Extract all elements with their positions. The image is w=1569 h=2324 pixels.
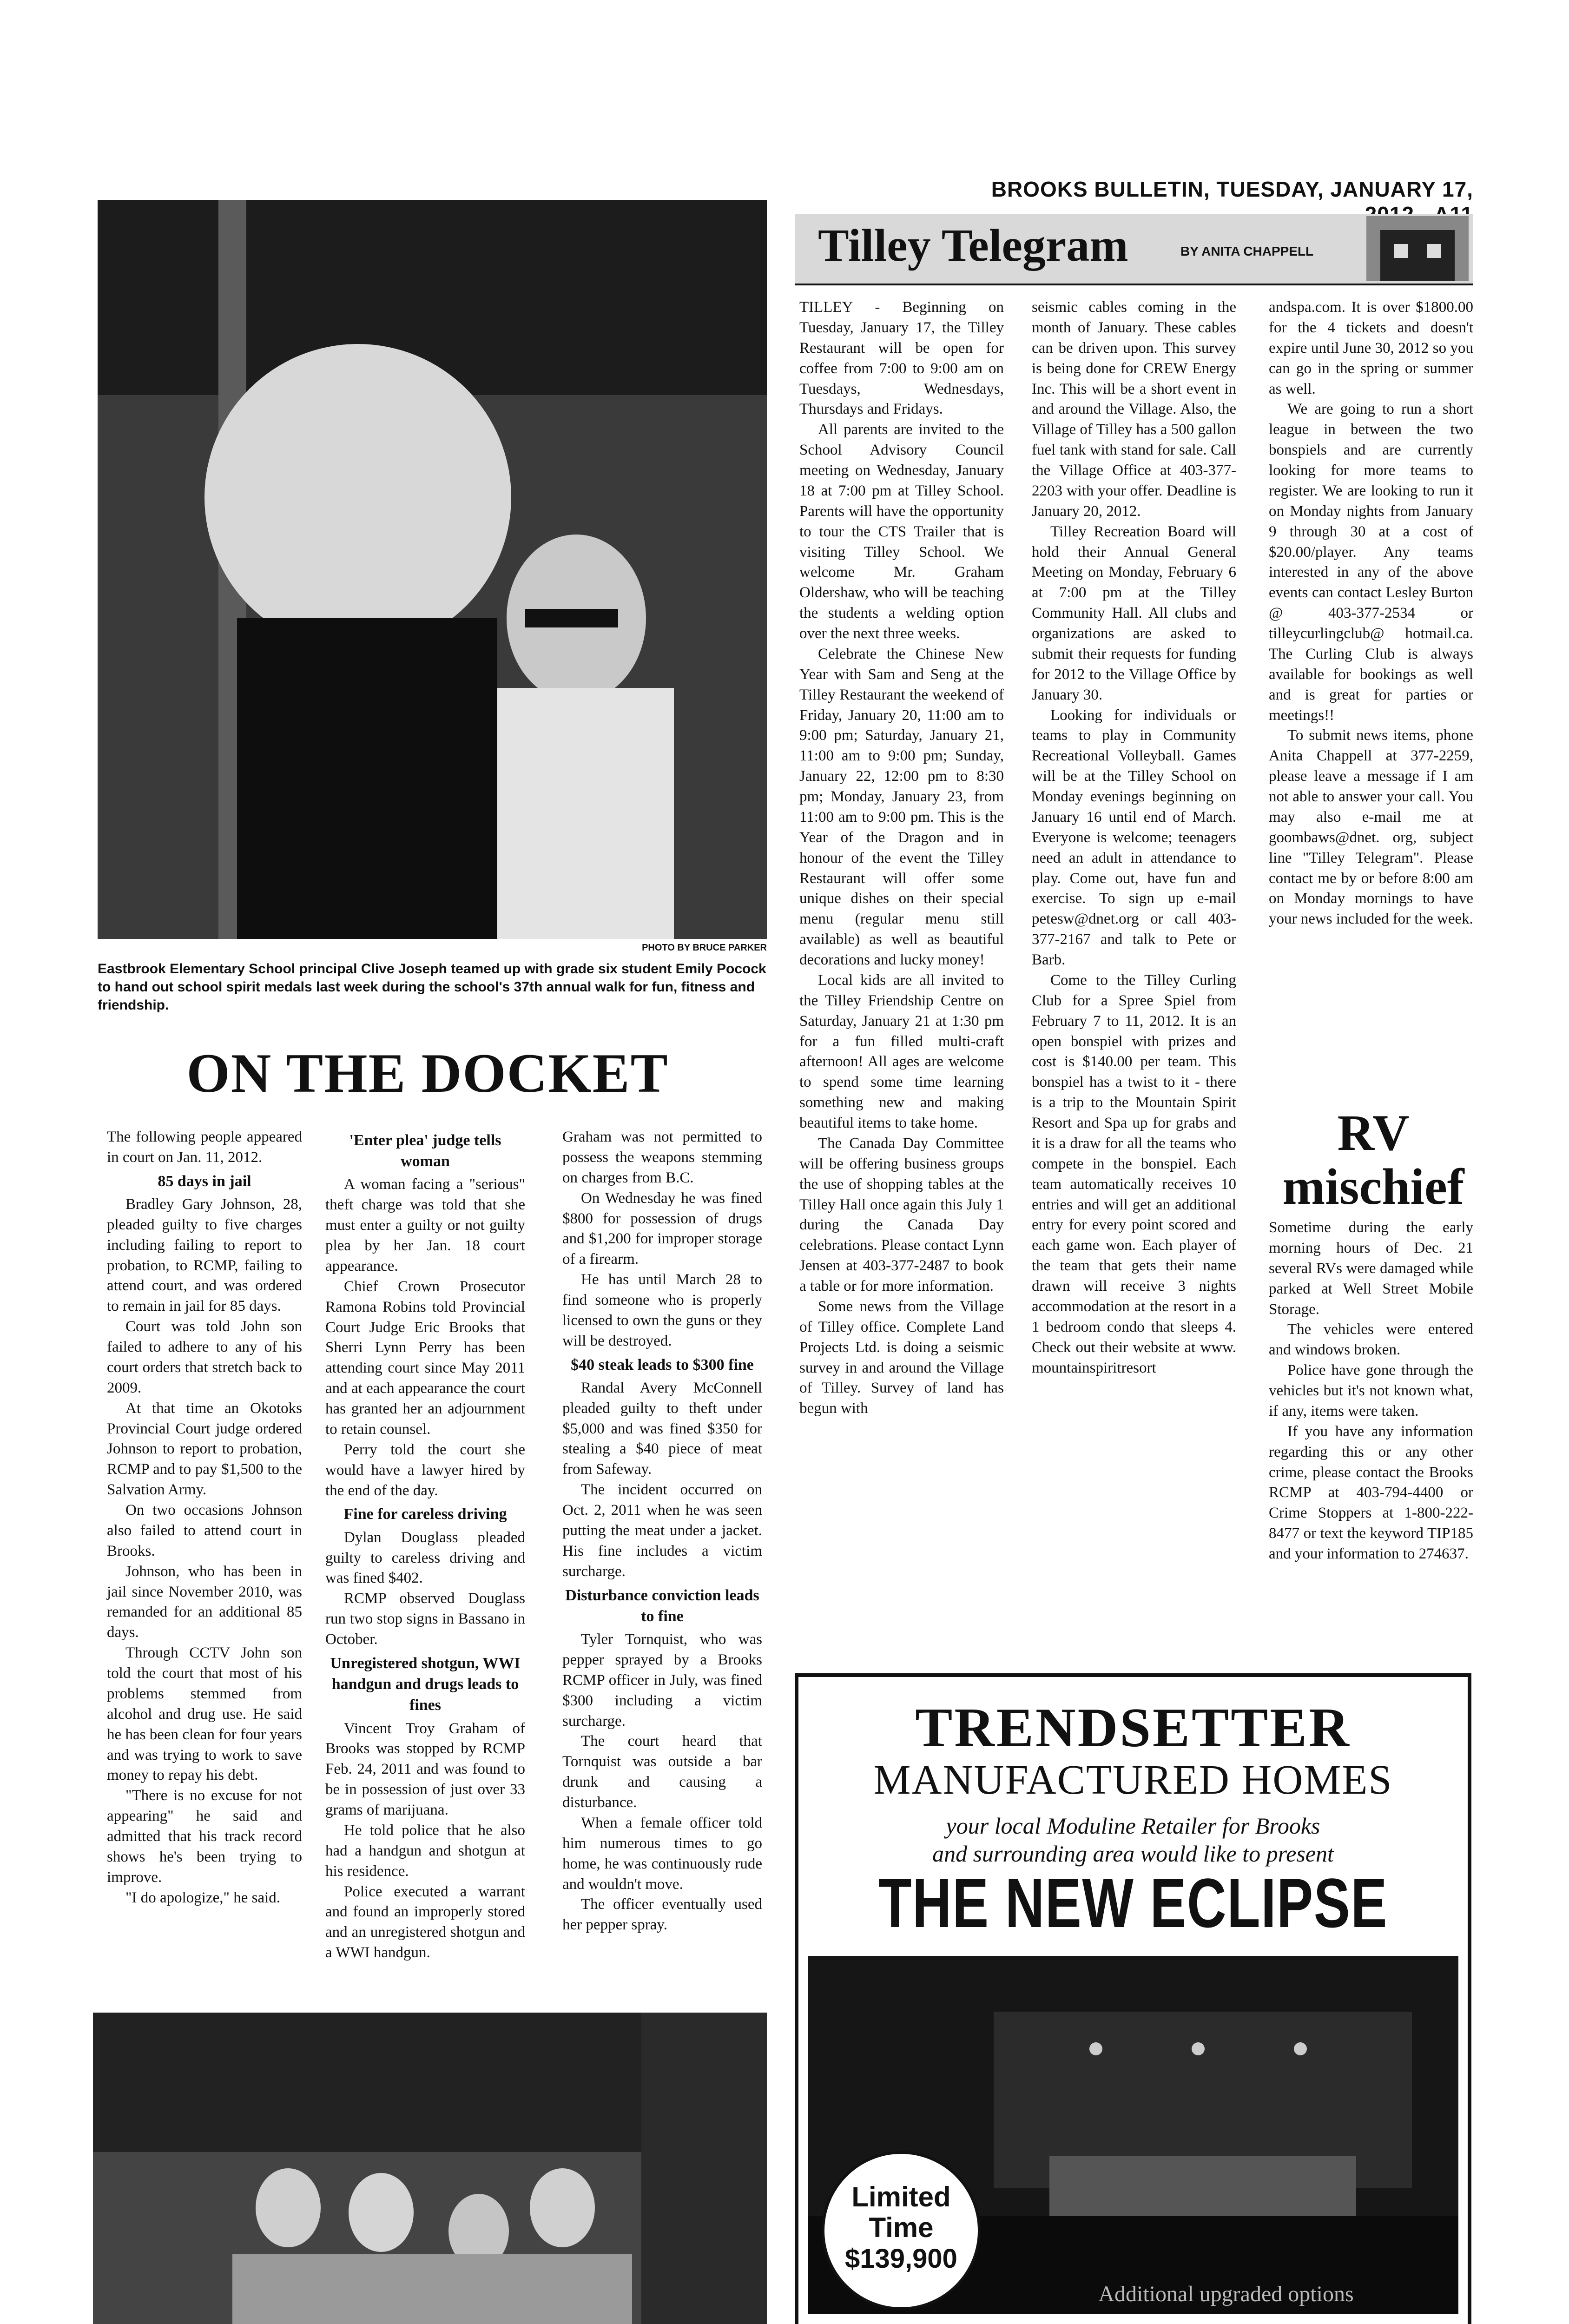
paragraph: At that time an Okotoks Provincial Court judge ordered Johnson to report to probation, RCMP and to pay $1,500 to the Salvation Army. bbox=[107, 1400, 302, 1499]
paragraph: Bradley Gary Johnson, 28, pleaded guilty to five charges including failing to report to probation, to RCMP, failing to attend court, and was ordered to remain in jail for 85 days. bbox=[107, 1195, 302, 1315]
paragraph: Johnson, who has been in jail since November 2010, was remanded for an additional 85 days. bbox=[107, 1563, 302, 1641]
paragraph: The vehicles were entered and windows broken. bbox=[1269, 1321, 1473, 1359]
paragraph: Come to the Tilley Curling Club for a Spree Spiel from February 7 to 11, 2012. It is an open bonspiel with prizes and cost is $140.00 per team. This bonspiel has a twist to it - there is a trip to the Mountain Spirit Resort and Spa up for grabs and it is a draw for all the teams who compete in the bonspiel. Each team automatically receives 10 entries and will get an additional entry for every point scored and each game won. Each player of the team that gets their name drawn will receive 3 nights accommodation at the resort in a 1 bedroom condo that sleeps 4. Check out their website at www. mountainspiritresort bbox=[1032, 971, 1236, 1376]
subheading: 'Enter plea' judge tells woman bbox=[349, 1132, 501, 1170]
paragraph: Sometime during the early morning hours of Dec. 21 several RVs were damaged while parked at Well Street Mobile Storage. bbox=[1269, 1219, 1473, 1318]
paragraph: Tilley Recreation Board will hold their Annual General Meeting on Monday, February 6 at 7:00 pm at the Tilley Community Hall. All clubs and organizations are asked to submit their requests for funding for 2012 to the Village Office by January 30. bbox=[1032, 523, 1236, 703]
paragraph: We are going to run a short league in between the two bonspiels and are currently looking for more teams to register. We are looking to run it on Monday nights from January 9 through 30 at a cost of $20.00/player. Any teams interested in any of the above events can contact Lesley Burton @ 403-377-2534 or tilleycurlingclub@ hotmail.ca. The Curling Club is always available for bookings as well and is great for parties or meetings!! bbox=[1269, 401, 1473, 724]
subheading: Fine for careless driving bbox=[343, 1505, 507, 1523]
paragraph: RCMP observed Douglass run two stop signs in Bassano in October. bbox=[325, 1590, 525, 1648]
paragraph: Police executed a warrant and found an improperly stored and an unregistered shotgun and a WWI handgun. bbox=[325, 1883, 525, 1961]
paragraph: Local kids are all invited to the Tilley Friendship Centre on Saturday, January 21 at 1:30 pm for a fun filled multi-craft afternoon! All ages are welcome to spend some time learning something new and making beautiful items to take home. bbox=[799, 971, 1004, 1131]
subheading: Disturbance conviction leads to fine bbox=[565, 1586, 759, 1625]
badge-label bbox=[824, 2182, 978, 2243]
paragraph: The incident occurred on Oct. 2, 2011 when he was seen putting the meat under a jacket. His fine includes a victim surcharge. bbox=[562, 1481, 762, 1580]
paragraph: Perry told the court she would have a lawyer hired by the end of the day. bbox=[325, 1441, 525, 1499]
paragraph: Randal Avery McConnell pleaded guilty to theft under $5,000 and was fined $350 for stealing a $40 piece of meat from Safeway. bbox=[562, 1379, 762, 1478]
ad-brand: TRENDSETTER bbox=[915, 1697, 1351, 1758]
ad-tagline-line: your local Moduline Retailer for Brooks bbox=[946, 1813, 1320, 1839]
paragraph: When a female officer told him numerous times to go home, he was continuously rude and wouldn't move. bbox=[562, 1814, 762, 1893]
subheading: 85 days in jail bbox=[158, 1172, 251, 1190]
rv-column bbox=[1269, 1218, 1473, 1565]
paragraph: The Canada Day Committee will be offering business groups the use of shopping tables at the Tilley Hall once again this July 1 during the Canada Day celebrations. Please contact Lynn Jensen at 403-377-2487 to book a table or for more information. bbox=[799, 1135, 1004, 1294]
ad-subbrand: MANUFACTURED HOMES bbox=[873, 1757, 1393, 1803]
badge-line: Time bbox=[869, 2212, 934, 2243]
paragraph: On two occasions Johnson also failed to attend court in Brooks. bbox=[107, 1502, 302, 1559]
ad-tagline-line: and surrounding area would like to present bbox=[932, 1841, 1334, 1867]
paragraph: The officer eventually used her pepper spray. bbox=[562, 1896, 762, 1934]
subheading: $40 steak leads to $300 fine bbox=[571, 1356, 754, 1373]
paragraph: He has until March 28 to find someone who is properly licensed to own the guns or they will be destroyed. bbox=[562, 1271, 762, 1349]
ad-tagline bbox=[798, 1812, 1468, 1868]
ad-options: Additional upgraded options bbox=[1098, 2282, 1354, 2306]
docket-column-2 bbox=[325, 1127, 525, 1963]
photo-caption: Eastbrook Elementary School principal Clive Joseph teamed up with grade six student Emily Pocock to hand out school spirit medals last week during the school's 37th annual walk for fun, fitness and friendship. bbox=[98, 961, 766, 1013]
subheading: Unregistered shotgun, WWI handgun and drugs leads to fines bbox=[330, 1654, 521, 1714]
badge-line: Limited bbox=[851, 2181, 951, 2212]
paragraph: Celebrate the Chinese New Year with Sam and Seng at the Tilley Restaurant the weekend of Friday, January 20, 11:00 am to 9:00 pm; Saturday, January 21, 11:00 am to 9:00 pm; Sunday, January 22, 12:00 pm to 8:30 pm; Monday, January 23, from 11:00 am to 9:00 pm. This is the Year of the Dragon and in honour of the event the Tilley Restaurant will offer some unique dishes on their special menu (regular menu still available) as well as beautiful decorations and lucky money! bbox=[799, 645, 1004, 968]
paragraph: On Wednesday he was fined $800 for possession of drugs and $1,200 for improper storage of a firearm. bbox=[562, 1189, 762, 1268]
paragraph: Vincent Troy Graham of Brooks was stopped by RCMP Feb. 24, 2011 and was found to be in possession of just over 33 grams of marijuana. bbox=[325, 1720, 525, 1819]
paragraph: TILLEY - Beginning on Tuesday, January 17, the Tilley Restaurant will be open for coffee from 7:00 to 9:00 am on Tuesdays, Wednesdays, Thursdays and Fridays. bbox=[799, 299, 1004, 418]
paragraph: andspa.com. It is over $1800.00 for the 4 tickets and doesn't expire until June 30, 2012 so you can go in the spring or summer as well. bbox=[1269, 299, 1473, 397]
page-folio: BROOKS BULLETIN, TUESDAY, JANUARY 17, bbox=[991, 177, 1473, 201]
paragraph: Some news from the Village of Tilley office. Complete Land Projects Ltd. is doing a seismic survey in and around the Village of Tilley. Survey of land has begun with bbox=[799, 1298, 1004, 1417]
docket-headline: ON THE DOCKET bbox=[186, 1042, 669, 1104]
trendsetter-ad bbox=[795, 1673, 1471, 2324]
docket-column-1 bbox=[107, 1127, 302, 1908]
paragraph: Through CCTV John son told the court that most of his problems stemmed from alcohol and drug use. He said he has been clean for four years and was trying to work to save money to repay his debt. bbox=[107, 1644, 302, 1784]
photo-principal-student bbox=[98, 200, 767, 939]
paragraph: He told police that he also had a handgun and shotgun at his residence. bbox=[325, 1822, 525, 1880]
rv-headline: RV mischief bbox=[1282, 1104, 1464, 1215]
byline: BY ANITA CHAPPELL bbox=[1180, 244, 1314, 258]
photo-high-school-students bbox=[93, 2013, 767, 2324]
tilley-column-1 bbox=[799, 297, 1004, 1419]
paragraph: A woman facing a "serious" theft charge was told that she must enter a guilty or not guilty plea by her Jan. 18 court appearance. bbox=[325, 1176, 525, 1274]
paragraph: Chief Crown Prosecutor Ramona Robins told Provincial Court Judge Eric Brooks that Sherri Lynn Perry has been attending court since May 2011 and at each appearance the court has granted her an adjournment to retain counsel. bbox=[325, 1278, 525, 1438]
paragraph: All parents are invited to the School Advisory Council meeting on Wednesday, January 18 at 7:00 pm at Tilley School. Parents will have the opportunity to tour the CTS Trailer that is visiting Tilley School. We welcome Mr. Graham Oldershaw, who will be teaching the students a welding option over the next three weeks. bbox=[799, 421, 1004, 642]
building-icon bbox=[1366, 216, 1469, 281]
paragraph: Graham was not permitted to possess the weapons stemming on charges from B.C. bbox=[562, 1129, 762, 1186]
paragraph: If you have any information regarding this or any other crime, please contact the Brooks RCMP at 403-794-4400 or Crime Stoppers at 1-800-222-8477 or text the keyword TIP185 and your information to 274637. bbox=[1269, 1423, 1473, 1562]
tilley-column-3 bbox=[1269, 297, 1473, 930]
paragraph: "I do apologize," he said. bbox=[125, 1889, 281, 1906]
tilley-column-2 bbox=[1032, 297, 1236, 1378]
paragraph: Dylan Douglass pleaded guilty to careless driving and was fined $402. bbox=[325, 1529, 525, 1587]
docket-column-3 bbox=[562, 1127, 762, 1935]
paragraph: seismic cables coming in the month of January. These cables can be driven upon. This survey is being done for CREW Energy Inc. This will be a short event in and around the Village. Also, the Village of Tilley has a 500 gallon fuel tank with stand for sale. Call the Village Office at 403-377-2203 with your offer. Deadline is January 20, 2012. bbox=[1032, 299, 1236, 520]
paragraph: "There is no excuse for not appearing" he said and admitted that his track record shows he's been trying to improve. bbox=[107, 1787, 302, 1886]
paragraph: Looking for individuals or teams to play in Community Recreational Volleyball. Games will be at the Tilley School on Monday evenings beginning on January 16 until end of March. Everyone is welcome; teenagers need an adult in attendance to play. Come out, have fun and exercise. To sign up e-mail petesw@dnet.org or call 403-377-2167 and talk to Pete or Barb. bbox=[1032, 706, 1236, 968]
paragraph: The court heard that Tornquist was outside a bar drunk and causing a disturbance. bbox=[562, 1733, 762, 1811]
badge-price: $139,900 bbox=[845, 2244, 957, 2274]
paragraph: Police have gone through the vehicles but it's not known what, if any, items were taken. bbox=[1269, 1362, 1473, 1419]
photo-credit: PHOTO BY BRUCE PARKER bbox=[642, 943, 767, 953]
ad-model: THE NEW ECLIPSE bbox=[878, 1864, 1388, 1942]
column-title: Tilley Telegram bbox=[818, 219, 1128, 271]
paragraph: Court was told John son failed to adhere to any of his court orders that stretch back to 2009. bbox=[107, 1318, 302, 1396]
paragraph: Tyler Tornquist, who was pepper sprayed by a Brooks RCMP officer in July, was fined $300 including a victim surcharge. bbox=[562, 1631, 762, 1730]
paragraph: To submit news items, phone Anita Chappell at 377-2259, please leave a message if I am not able to answer your call. You may also e-mail me at goombaws@dnet. org, subject line "Tilley Telegram". Please contact me by or before 8:00 am on Monday mornings to have your news included for the week. bbox=[1269, 727, 1473, 928]
paragraph: The following people appeared in court on Jan. 11, 2012. bbox=[107, 1129, 302, 1166]
price-badge bbox=[822, 2151, 981, 2310]
